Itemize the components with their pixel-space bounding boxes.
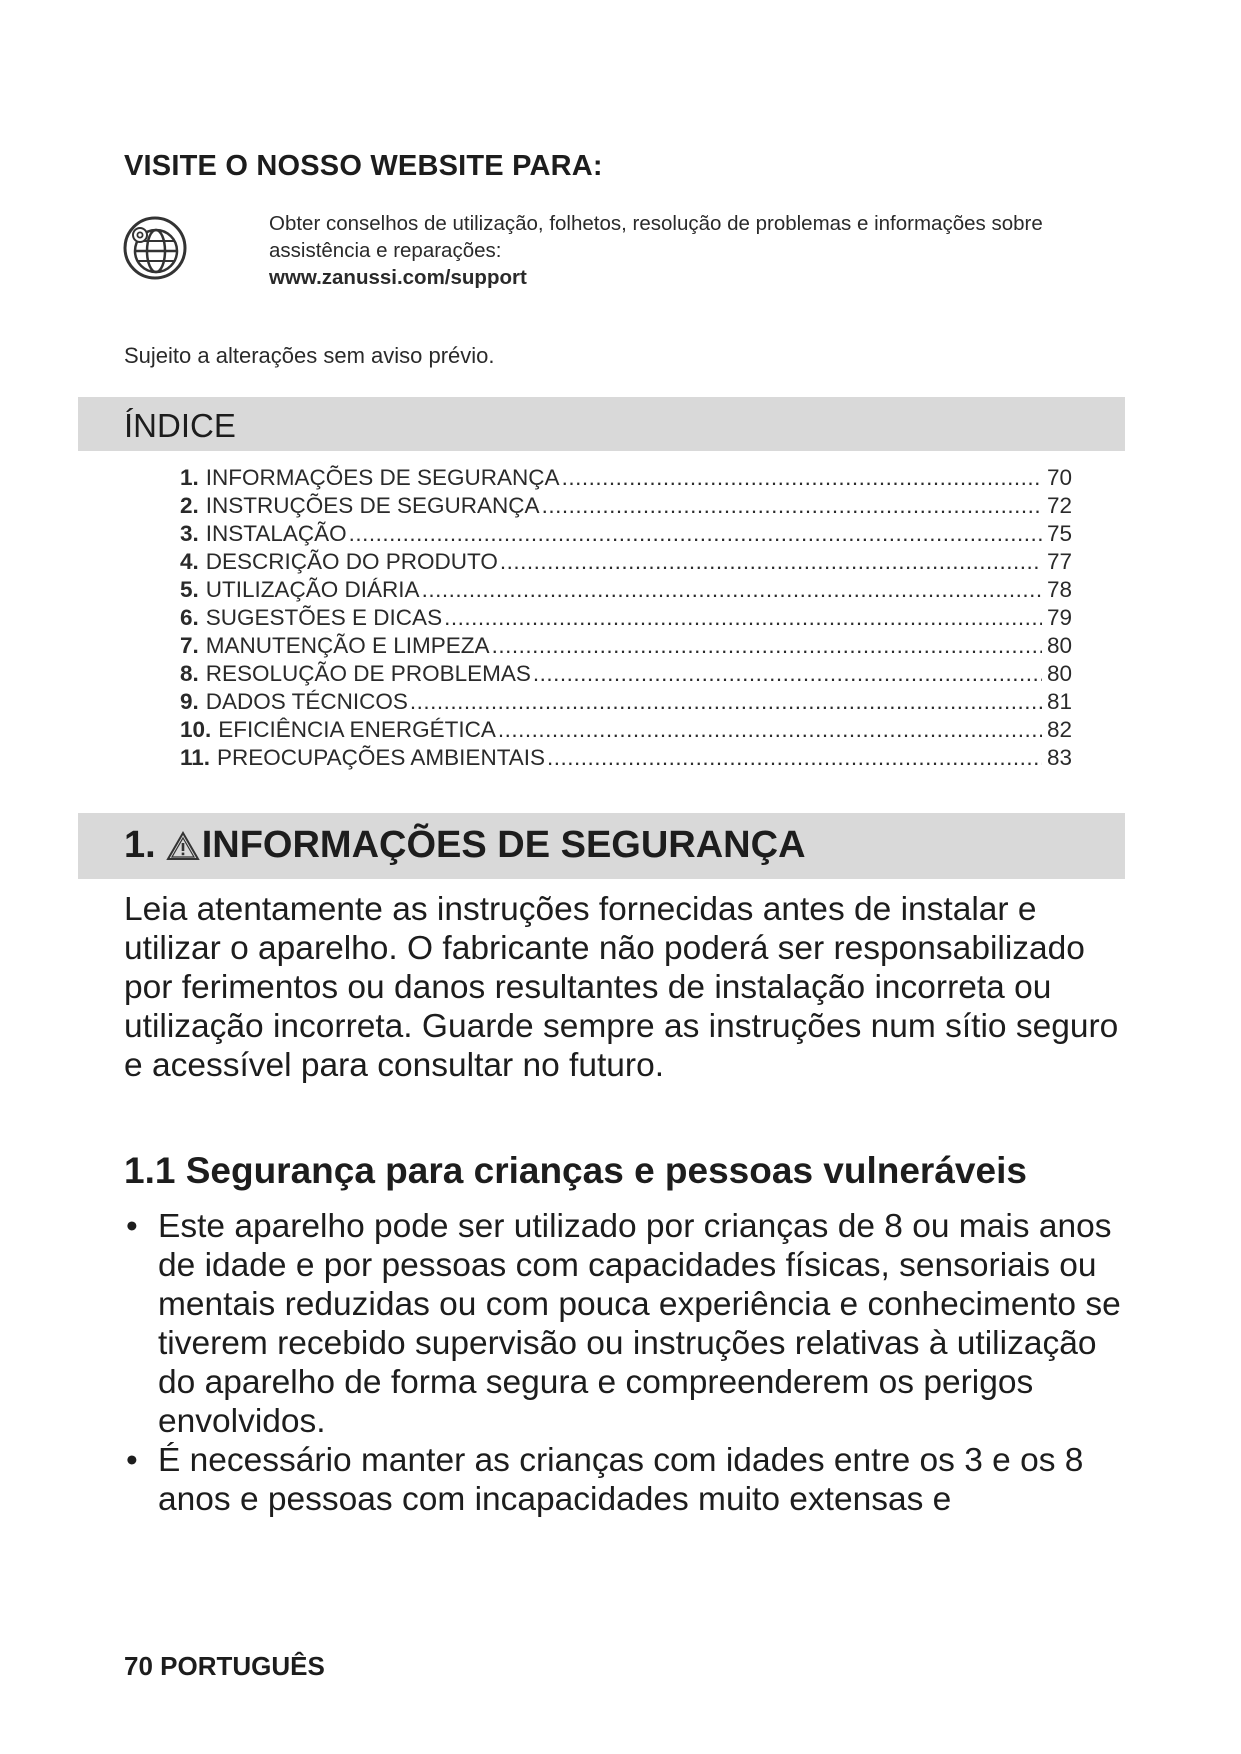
toc-item[interactable] <box>180 744 1072 772</box>
globe-at-icon <box>122 215 188 281</box>
bullet-item <box>124 1441 1134 1519</box>
bullet-marker: • <box>126 1442 138 1479</box>
toc-item-number: 6. <box>180 605 199 630</box>
toc-leader-dots <box>444 604 1042 632</box>
toc-item-label: EFICIÊNCIA ENERGÉTICA <box>218 717 496 742</box>
toc-item-label: INSTRUÇÕES DE SEGURANÇA <box>205 493 540 518</box>
toc-item[interactable] <box>180 632 1072 660</box>
table-of-contents <box>180 464 1072 772</box>
toc-item-number: 7. <box>180 633 199 658</box>
toc-item-page: 77 <box>1046 549 1072 574</box>
toc-item-page: 80 <box>1046 661 1072 686</box>
toc-item[interactable] <box>180 548 1072 576</box>
toc-item-label: PREOCUPAÇÕES AMBIENTAIS <box>217 745 546 770</box>
toc-item-label: INFORMAÇÕES DE SEGURANÇA <box>205 465 560 490</box>
bullet-text: É necessário manter as crianças com idades entre os 3 e os 8 anos e pessoas com incapacidades muito extensas e <box>158 1442 1084 1518</box>
toc-item-label: UTILIZAÇÃO DIÁRIA <box>205 577 420 602</box>
toc-item[interactable] <box>180 660 1072 688</box>
toc-item[interactable] <box>180 716 1072 744</box>
intro-paragraph: Leia atentamente as instruções fornecidas antes de instalar e utilizar o aparelho. O fabricante não poderá ser responsabilizado por ferimentos ou danos resultantes de instalação incorreta ou utilização incorreta. Guarde sempre as instruções num sítio seguro e acessível para consultar no futuro. <box>124 891 1119 1084</box>
index-title: ÍNDICE <box>124 407 236 444</box>
toc-item[interactable] <box>180 520 1072 548</box>
toc-item-page: 80 <box>1046 633 1072 658</box>
toc-item-label: DADOS TÉCNICOS <box>205 689 408 714</box>
toc-item-page: 83 <box>1046 745 1072 770</box>
toc-leader-dots <box>410 688 1042 716</box>
toc-leader-dots <box>349 520 1042 548</box>
toc-item[interactable] <box>180 604 1072 632</box>
toc-item-page: 72 <box>1046 493 1072 518</box>
toc-item-page: 82 <box>1046 717 1072 742</box>
toc-leader-dots <box>547 744 1042 772</box>
section-title-text: INFORMAÇÕES DE SEGURANÇA <box>201 824 806 866</box>
bullet-text: Este aparelho pode ser utilizado por crianças de 8 ou mais anos de idade e por pessoas com capacidades físicas, sensoriais ou mentais reduzidas ou com pouca experiência e conhecimento se tiverem recebido supervisão ou instruções relativas à utilização do aparelho de forma segura e compreenderem os perigos envolvidos. <box>158 1208 1121 1440</box>
toc-item-number: 8. <box>180 661 199 686</box>
support-info <box>269 210 1129 291</box>
toc-item[interactable] <box>180 576 1072 604</box>
toc-item-number: 4. <box>180 549 199 574</box>
toc-item-page: 75 <box>1046 521 1072 546</box>
section-number: 1. <box>124 824 156 866</box>
toc-item[interactable] <box>180 464 1072 492</box>
toc-leader-dots <box>422 576 1042 604</box>
toc-leader-dots <box>498 716 1042 744</box>
toc-item-number: 9. <box>180 689 199 714</box>
subsection-heading: 1.1 Segurança para crianças e pessoas vulneráveis <box>124 1150 1027 1191</box>
toc-item-number: 1. <box>180 465 199 490</box>
bullet-marker: • <box>126 1208 138 1245</box>
toc-leader-dots <box>542 492 1042 520</box>
section-title <box>124 824 806 867</box>
support-description: Obter conselhos de utilização, folhetos, resolução de problemas e informações sobre assistência e reparações: <box>269 212 1043 262</box>
toc-item-number: 3. <box>180 521 199 546</box>
warning-triangle-icon <box>166 831 200 861</box>
toc-item-page: 81 <box>1046 689 1072 714</box>
toc-item-number: 10. <box>180 717 212 742</box>
change-notice: Sujeito a alterações sem aviso prévio. <box>124 343 495 368</box>
toc-item[interactable] <box>180 688 1072 716</box>
toc-item-number: 5. <box>180 577 199 602</box>
safety-bullet-list <box>124 1207 1134 1519</box>
toc-item-label: INSTALAÇÃO <box>205 521 347 546</box>
toc-leader-dots <box>500 548 1042 576</box>
toc-item-page: 79 <box>1046 605 1072 630</box>
toc-item-number: 11. <box>180 745 211 770</box>
toc-item[interactable] <box>180 492 1072 520</box>
toc-item-label: SUGESTÕES E DICAS <box>205 605 443 630</box>
toc-item-page: 78 <box>1046 577 1072 602</box>
toc-item-label: MANUTENÇÃO E LIMPEZA <box>205 633 490 658</box>
toc-leader-dots <box>533 660 1042 688</box>
visit-website-heading: VISITE O NOSSO WEBSITE PARA: <box>124 150 603 182</box>
toc-item-number: 2. <box>180 493 199 518</box>
toc-item-label: DESCRIÇÃO DO PRODUTO <box>205 549 498 574</box>
bullet-item <box>124 1207 1134 1441</box>
page-footer: 70 PORTUGUÊS <box>124 1651 325 1681</box>
support-url-link[interactable]: www.zanussi.com/support <box>269 266 527 289</box>
toc-item-page: 70 <box>1046 465 1072 490</box>
toc-item-label: RESOLUÇÃO DE PROBLEMAS <box>205 661 531 686</box>
toc-leader-dots <box>562 464 1042 492</box>
toc-leader-dots <box>492 632 1042 660</box>
